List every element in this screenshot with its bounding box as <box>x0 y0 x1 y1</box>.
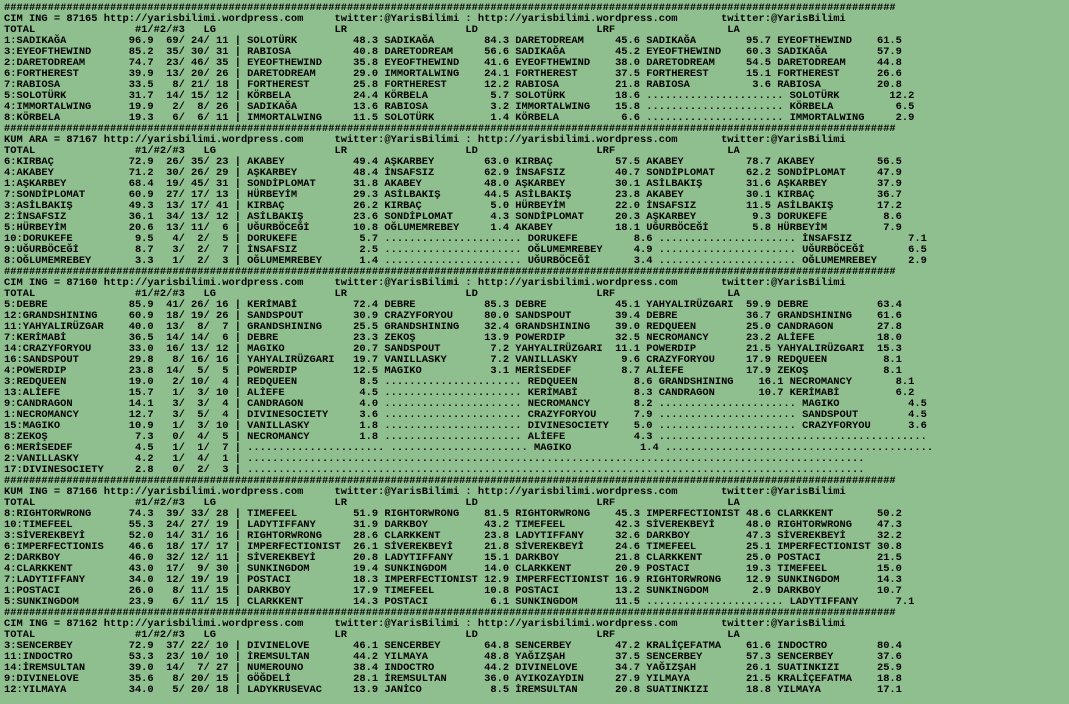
data-row: 1:SADIKAĞA 96.9 69/ 24/ 11 | SOLOTÜRK 48.3 SADIKAĞA 84.3 DARETODREAM 45.6 SADIKAĞA 95.7 EYEOFTHEWIND 61.5 <box>4 35 902 47</box>
data-row: 6:FORTHEREST 39.9 13/ 20/ 26 | DARETODREAM 29.0 IMMORTALWING 24.1 FORTHEREST 37.5 FORTHEREST 15.1 FORTHEREST 26.6 <box>4 68 902 80</box>
data-row: 4:AKABEY 71.2 30/ 26/ 29 | AŞKARBEY 48.4 İNSAFSIZ 62.9 İNSAFSIZ 40.7 SONDİPLOMAT 62.2 SONDİPLOMAT 47.9 <box>4 167 902 179</box>
column-header: TOTAL #1/#2/#3 LG LR LD LRF LA <box>4 497 740 509</box>
data-row: 12:GRANDSHINING 60.9 18/ 19/ 26 | SANDSPOUT 30.9 CRAZYFORYOU 80.0 SANDSPOUT 39.4 DEBRE 36.7 GRANDSHINING 61.6 <box>4 310 902 322</box>
data-row: 4:CLARKKENT 43.0 17/ 9/ 30 | SUNKINGDOM 19.4 SUNKINGDOM 14.0 CLARKKENT 20.9 POSTACI 19.3 TIMEFEEL 15.0 <box>4 563 902 575</box>
data-row: 7:LADYTIFFANY 34.0 12/ 19/ 19 | POSTACI 18.3 IMPERFECTIONIST 12.9 IMPERFECTIONIST 16.9 RIGHTORWRONG 12.9 SUNKINGDOM 14.3 <box>4 574 902 586</box>
race-header: KUM ARA = 87167 http://yarisbilimi.wordpress.com twitter:@YarisBilimi : http://yarisbilimi.wordpress.com twitter:@YarisBilimi <box>4 134 846 146</box>
data-row: 10:TIMEFEEL 55.3 24/ 27/ 19 | LADYTIFFANY 31.9 DARKBOY 43.2 TIMEFEEL 42.3 SİVEREKBEYİ 48.0 RIGHTORWRONG 47.3 <box>4 519 902 531</box>
data-row: 4:POWERDIP 23.8 14/ 5/ 5 | POWERDIP 12.5 MAGIKO 3.1 MERİSEDEF 8.7 ALİEFE 17.9 ZEKOŞ 8.1 <box>4 365 902 377</box>
data-row: 16:SANDSPOUT 29.8 8/ 16/ 16 | YAHYALIRÜZGARI 19.7 VANILLASKY 7.2 VANILLASKY 9.6 CRAZYFORYOU 17.9 REDQUEEN 8.1 <box>4 354 902 366</box>
data-row: 14:İREMSULTAN 39.0 14/ 7/ 27 | NUMEROUNO 38.4 INDOCTRO 44.2 DIVINELOVE 34.7 YAĞIZŞAH 26.1 SUATINKIZI 25.9 <box>4 662 902 674</box>
data-row: 8:KÖRBELA 19.3 6/ 6/ 11 | IMMORTALWING 11.5 SOLOTÜRK 1.4 KÖRBELA 6.6 ...................... IMMORTALWING 2.9 <box>4 112 915 124</box>
data-row: 3:EYEOFTHEWIND 85.2 35/ 30/ 31 | RABIOSA 40.8 DARETODREAM 56.6 SADIKAĞA 45.2 EYEOFTHEWIND 60.3 SADIKAĞA 57.9 <box>4 46 902 58</box>
data-row: 3:SİVEREKBEYİ 52.0 14/ 31/ 16 | RIGHTORWRONG 28.6 CLARKKENT 23.8 LADYTIFFANY 32.6 DARKBOY 47.3 SİVEREKBEYİ 32.2 <box>4 530 902 542</box>
data-row: 5:DEBRE 85.9 41/ 26/ 16 | KERİMABİ 72.4 DEBRE 85.3 DEBRE 45.1 YAHYALIRÜZGARI 59.9 DEBRE 63.4 <box>4 299 902 311</box>
race-header: CIM ING = 87165 http://yarisbilimi.wordpress.com twitter:@YarisBilimi : http://yarisbilimi.wordpress.com twitter:@YarisBilimi <box>4 13 846 25</box>
race-stats-sheet <box>4 3 933 696</box>
data-row: 6:IMPERFECTIONIS 46.6 18/ 17/ 17 | IMPERFECTIONIST 26.1 SİVEREKBEYİ 21.8 SİVEREKBEYİ 24.6 TIMEFEEL 25.1 IMPERFECTIONIST 30.8 <box>4 541 902 553</box>
data-row: 11:YAHYALIRÜZGAR 40.0 13/ 8/ 7 | GRANDSHINING 25.5 GRANDSHINING 32.4 GRANDSHINING 39.0 REDQUEEN 25.0 CANDRAGON 27.8 <box>4 321 902 333</box>
data-row: 9:UĞURBÖCEĞİ 8.7 3/ 2/ 7 | İNSAFSIZ 2.5 ...................... OĞLUMEMREBEY 4.9 ...................... UĞURBÖCEĞİ 6.5 <box>4 244 927 256</box>
data-row: 6:KIRBAÇ 72.9 26/ 35/ 23 | AKABEY 49.4 AŞKARBEY 63.0 KIRBAÇ 57.5 AKABEY 78.7 AKABEY 56.5 <box>4 156 902 168</box>
data-row: 5:SUNKINGDOM 23.9 6/ 11/ 15 | CLARKKENT 14.3 POSTACI 6.1 SUNKINGDOM 11.5 ...................... LADYTIFFANY 7.1 <box>4 596 915 608</box>
data-row: 11:INDOCTRO 53.3 23/ 10/ 10 | İREMSULTAN 44.2 YILMAYA 48.8 YAĞIZŞAH 37.5 SENCERBEY 57.3 SENCERBEY 37.6 <box>4 651 902 663</box>
column-header: TOTAL #1/#2/#3 LG LR LD LRF LA <box>4 145 740 157</box>
data-row: 2:VANILLASKY 4.2 1/ 4/ 1 | ................................................................................................... <box>4 453 865 465</box>
data-row: 12:YILMAYA 34.0 5/ 20/ 18 | LADYKRUSEVAC 13.9 JANİCO 8.5 İREMSULTAN 20.8 SUATINKIZI 18.8 YILMAYA 17.1 <box>4 684 902 696</box>
data-row: 9:DIVINELOVE 35.6 8/ 20/ 15 | GÖĞDELİ 28.1 İREMSULTAN 36.0 AYIKOZAYDIN 27.9 YILMAYA 21.5 KRALİÇEFATMA 18.8 <box>4 673 902 685</box>
separator-line: ############################################################################################################################################### <box>4 266 896 278</box>
data-row: 7:KERİMABİ 36.5 14/ 14/ 6 | DEBRE 23.3 ZEKOŞ 13.9 POWERDIP 32.5 NECROMANCY 23.2 ALİEFE 18.0 <box>4 332 902 344</box>
data-row: 7:SONDİPLOMAT 60.9 27/ 17/ 13 | HÜRBEYİM 29.3 ASİLBAKIŞ 44.5 ASİLBAKIŞ 23.8 AKABEY 30.1 KIRBAÇ 36.7 <box>4 189 902 201</box>
column-header: TOTAL #1/#2/#3 LG LR LD LRF LA <box>4 288 740 300</box>
data-row: 15:MAGIKO 10.9 1/ 3/ 10 | VANILLASKY 1.8 ...................... DIVINESOCIETY 5.0 ...................... CRAZYFORYOU 3.6 <box>4 420 927 432</box>
data-row: 14:CRAZYFORYOU 33.0 16/ 13/ 12 | MAGIKO 20.7 SANDSPOUT 7.2 YAHYALIRÜZGARI 11.1 POWERDIP 21.5 YAHYALIRÜZGARI 15.3 <box>4 343 902 355</box>
data-row: 3:ASİLBAKIŞ 49.3 13/ 17/ 41 | KIRBAÇ 26.2 KIRBAÇ 5.0 HÜRBEYİM 22.0 İNSAFSIZ 11.5 ASİLBAKIŞ 17.2 <box>4 200 902 212</box>
separator-line: ############################################################################################################################################### <box>4 123 896 135</box>
data-row: 8:ZEKOŞ 7.3 0/ 4/ 5 | NECROMANCY 1.8 ...................... ALİEFE 4.3 ........................................... <box>4 431 927 443</box>
race-header: CIM ING = 87162 http://yarisbilimi.wordpress.com twitter:@YarisBilimi : http://yarisbilimi.wordpress.com twitter:@YarisBilimi <box>4 618 846 630</box>
column-header: TOTAL #1/#2/#3 LG LR LD LRF LA <box>4 24 740 36</box>
data-row: 13:ALİEFE 15.7 1/ 3/ 10 | ALİEFE 4.5 ...................... KERİMABİ 8.3 CANDRAGON 10.7 KERİMABİ 6.2 <box>4 387 915 399</box>
data-row: 2:DARETODREAM 74.7 23/ 46/ 35 | EYEOFTHEWIND 35.8 EYEOFTHEWIND 41.6 EYEOFTHEWIND 38.0 DARETODREAM 54.5 DARETODREAM 44.8 <box>4 57 902 69</box>
data-row: 8:RIGHTORWRONG 74.3 39/ 33/ 28 | TIMEFEEL 51.9 RIGHTORWRONG 81.5 RIGHTORWRONG 45.3 IMPERFECTIONIST 48.6 CLARKKENT 50.2 <box>4 508 902 520</box>
data-row: 17:DIVINESOCIETY 2.8 0/ 2/ 3 | ................................................................................................... <box>4 464 865 476</box>
separator-line: ############################################################################################################################################### <box>4 475 896 487</box>
data-row: 3:SENCERBEY 72.9 37/ 22/ 10 | DIVINELOVE 46.1 SENCERBEY 64.8 SENCERBEY 47.2 KRALİÇEFATMA 61.6 INDOCTRO 80.4 <box>4 640 902 652</box>
data-row: 4:IMMORTALWING 19.9 2/ 8/ 26 | SADIKAĞA 13.6 RABIOSA 3.2 IMMORTALWING 15.8 ...................... KÖRBELA 6.5 <box>4 101 915 113</box>
data-row: 5:HÜRBEYİM 20.6 13/ 11/ 6 | UĞURBÖCEĞİ 10.8 OĞLUMEMREBEY 1.4 AKABEY 18.1 UĞURBÖCEĞİ 5.8 HÜRBEYİM 7.9 <box>4 222 902 234</box>
race-header: KUM ING = 87166 http://yarisbilimi.wordpress.com twitter:@YarisBilimi : http://yarisbilimi.wordpress.com twitter:@YarisBilimi <box>4 486 846 498</box>
data-row: 5:SOLOTÜRK 31.7 14/ 15/ 12 | KÖRBELA 24.4 KÖRBELA 5.7 SOLOTÜRK 18.6 ...................... SOLOTÜRK 12.2 <box>4 90 915 102</box>
data-row: 8:OĞLUMEMREBEY 3.3 1/ 2/ 3 | OĞLUMEMREBEY 1.4 ...................... UĞURBÖCEĞİ 3.4 ...................... OĞLUMEMREBEY 2.9 <box>4 255 927 267</box>
data-row: 2:DARKBOY 46.0 32/ 12/ 11 | SİVEREKBEYİ 20.8 LADYTIFFANY 15.1 DARKBOY 21.8 CLARKKENT 25.0 POSTACI 21.5 <box>4 552 902 564</box>
column-header: TOTAL #1/#2/#3 LG LR LD LRF LA <box>4 629 740 641</box>
separator-line: ############################################################################################################################################### <box>4 607 896 619</box>
data-row: 1:AŞKARBEY 68.4 19/ 45/ 31 | SONDİPLOMAT 31.8 AKABEY 48.0 AŞKARBEY 30.1 ASİLBAKIŞ 31.6 AŞKARBEY 37.9 <box>4 178 902 190</box>
data-row: 1:POSTACI 26.0 8/ 11/ 15 | DARKBOY 17.9 TIMEFEEL 10.8 POSTACI 13.2 SUNKINGDOM 2.9 DARKBOY 10.7 <box>4 585 902 597</box>
data-row: 10:DORUKEFE 9.5 4/ 2/ 5 | DORUKEFE 5.7 ...................... DORUKEFE 8.6 ...................... İNSAFSIZ 7.1 <box>4 233 927 245</box>
data-row: 7:RABIOSA 33.5 8/ 21/ 18 | FORTHEREST 25.8 FORTHEREST 12.2 RABIOSA 21.8 RABIOSA 3.6 RABIOSA 20.8 <box>4 79 902 91</box>
race-header: CIM ING = 87160 http://yarisbilimi.wordpress.com twitter:@YarisBilimi : http://yarisbilimi.wordpress.com twitter:@YarisBilimi <box>4 277 846 289</box>
data-row: 3:REDQUEEN 19.0 2/ 10/ 4 | REDQUEEN 8.5 ...................... REDQUEEN 8.6 GRANDSHINING 16.1 NECROMANCY 8.1 <box>4 376 915 388</box>
data-row: 9:CANDRAGON 14.1 3/ 3/ 4 | CANDRAGON 4.0 ...................... NECROMANCY 8.2 ...................... MAGIKO 4.5 <box>4 398 927 410</box>
data-row: 2:İNSAFSIZ 36.1 34/ 13/ 12 | ASİLBAKIŞ 23.6 SONDİPLOMAT 4.3 SONDİPLOMAT 20.3 AŞKARBEY 9.3 DORUKEFE 8.6 <box>4 211 902 223</box>
data-row: 1:NECROMANCY 12.7 3/ 5/ 4 | DIVINESOCIETY 3.6 ...................... CRAZYFORYOU 7.9 ...................... SANDSPOUT 4.5 <box>4 409 927 421</box>
separator-line: ############################################################################################################################################### <box>4 2 896 14</box>
data-row: 6:MERİSEDEF 4.5 1/ 1/ 7 | ...................... ...................... MAGIKO 1.4 ........................................... <box>4 442 934 454</box>
